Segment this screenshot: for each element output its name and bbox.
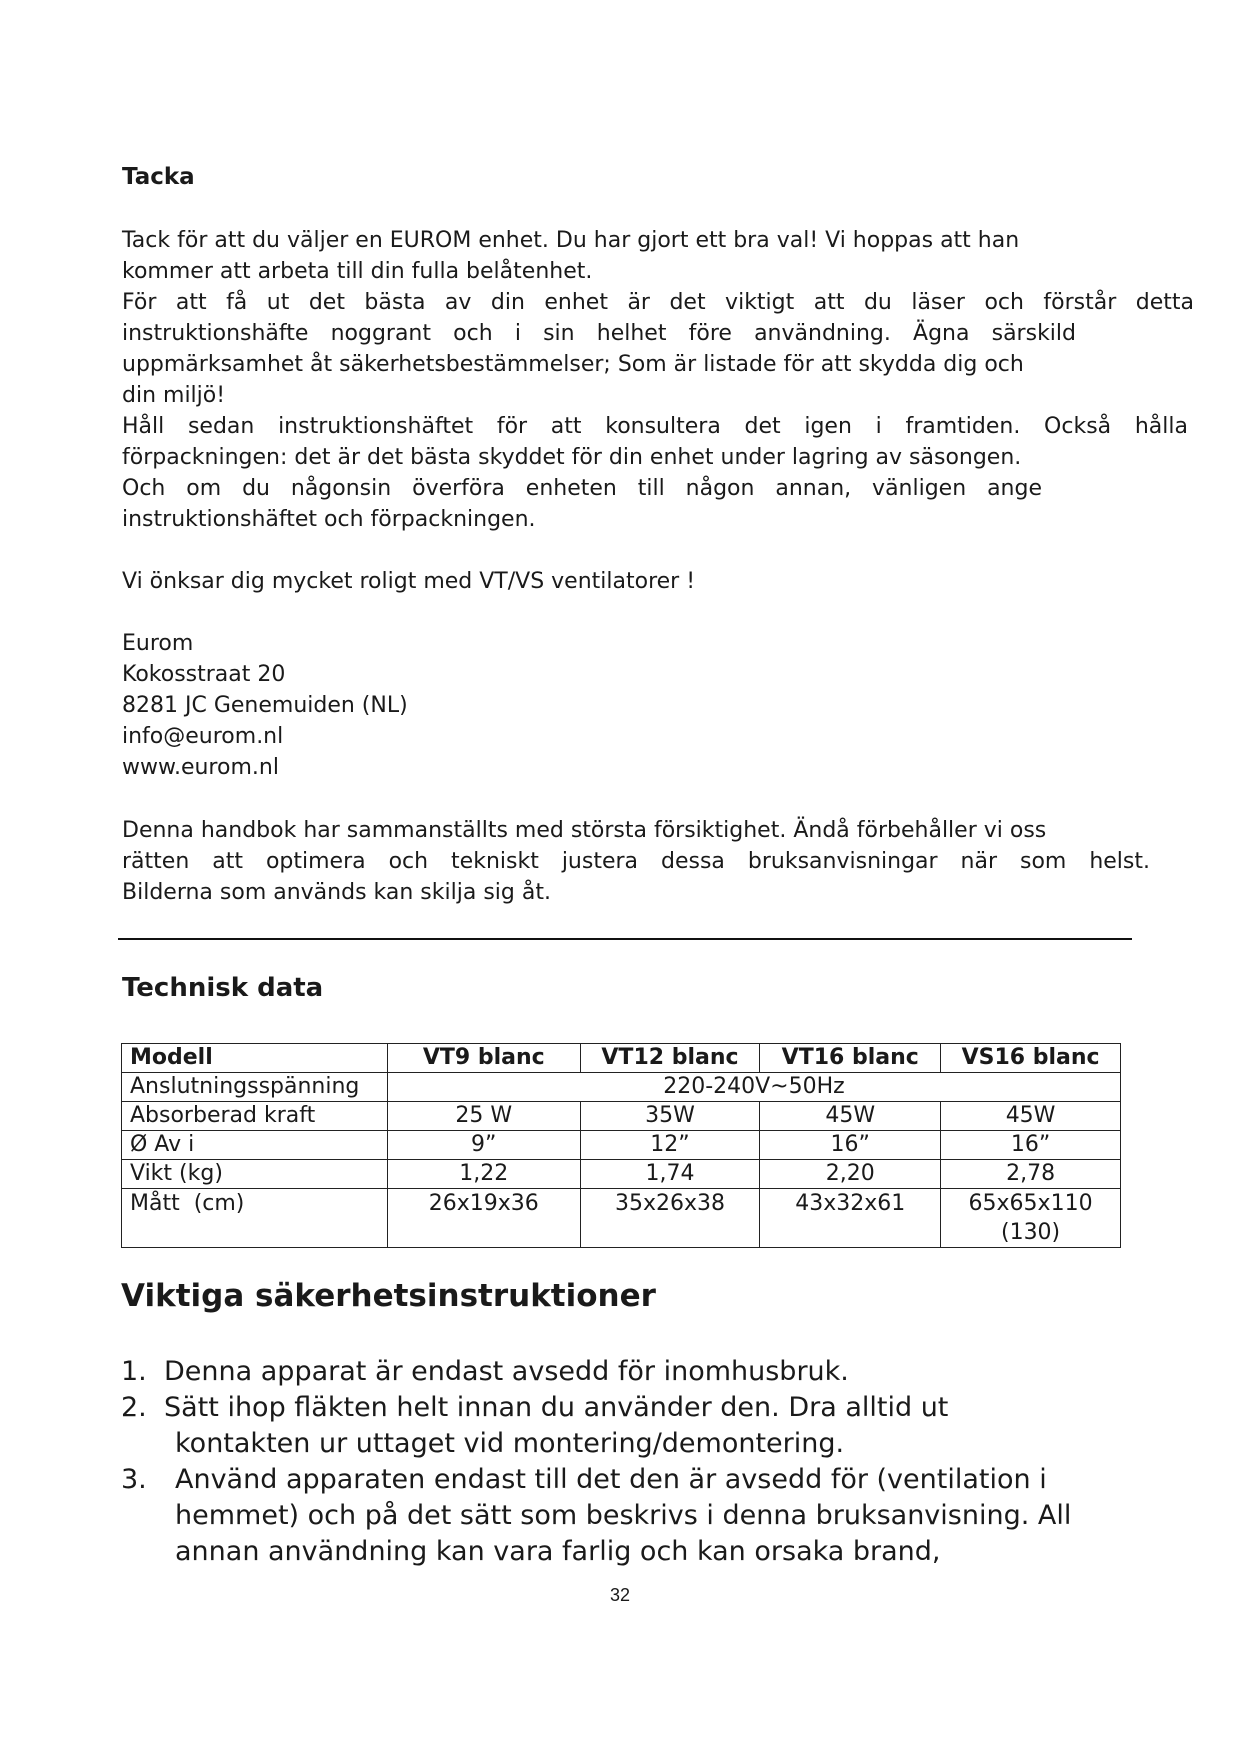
table-header-cell: Modell <box>122 1044 388 1073</box>
size-extra: (130) <box>1000 1220 1061 1245</box>
table-header-cell: VT9 blanc <box>387 1044 580 1073</box>
thanks-heading: Tacka <box>122 164 195 190</box>
table-cell: 9” <box>387 1131 580 1160</box>
address-city: 8281 JC Genemuiden (NL) <box>122 693 408 718</box>
page-number: 32 <box>609 1585 631 1605</box>
table-row <box>122 1189 1121 1248</box>
table-row <box>122 1131 1121 1160</box>
list-number: 1. <box>121 1356 147 1387</box>
thanks-p3-line3: Och om du någonsin överföra enheten till någon annan, vänligen ange <box>122 476 1042 501</box>
table-cell: 1,22 <box>387 1160 580 1189</box>
list-item-text: Använd apparaten endast till det den är avsedd för (ventilation i <box>175 1464 1047 1495</box>
address-email: info@eurom.nl <box>122 724 284 749</box>
thanks-p1-line1: Tack för att du väljer en EUROM enhet. Du har gjort ett bra val! Vi hoppas att han <box>122 228 1020 253</box>
thanks-p3-line1: Håll sedan instruktionshäftet för att konsultera det igen i framtiden. Också hålla <box>122 414 1188 439</box>
table-cell: 45W <box>941 1102 1121 1131</box>
list-item <box>121 1354 1121 1390</box>
thanks-p2-line4: din miljö! <box>122 383 226 408</box>
table-cell: 25 W <box>387 1102 580 1131</box>
address-street: Kokosstraat 20 <box>122 662 286 687</box>
table-cell: 2,20 <box>760 1160 941 1189</box>
address-company: Eurom <box>122 631 194 656</box>
table-cell: 35W <box>580 1102 760 1131</box>
table-header-cell: VS16 blanc <box>941 1044 1121 1073</box>
voltage-value: 220-240V~50Hz <box>387 1073 1120 1102</box>
row-label: Vikt (kg) <box>122 1160 388 1189</box>
list-number: 3. <box>121 1464 147 1495</box>
table-cell: 1,74 <box>580 1160 760 1189</box>
thanks-p3-line2: förpackningen: det är det bästa skyddet för din enhet under lagring av säsongen. <box>122 445 1022 470</box>
table-row <box>122 1102 1121 1131</box>
section-divider <box>118 938 1132 940</box>
list-item-text: hemmet) och på det sätt som beskrivs i denna bruksanvisning. All <box>175 1500 1072 1531</box>
list-item-text: kontakten ur uttaget vid montering/demontering. <box>175 1428 845 1459</box>
table-cell: 16” <box>941 1131 1121 1160</box>
disclaimer-line2: rätten att optimera och tekniskt justera dessa bruksanvisningar när som helst. <box>122 849 1150 874</box>
safety-list <box>121 1354 1121 1570</box>
list-item <box>121 1462 1121 1570</box>
thanks-p3-line4: instruktionshäftet och förpackningen. <box>122 507 536 532</box>
table-header-row <box>122 1044 1121 1073</box>
address-block <box>122 628 408 783</box>
table-row <box>122 1073 1121 1102</box>
thanks-body <box>122 225 1194 535</box>
list-item-text: Sätt ihop fläkten helt innan du använder den. Dra alltid ut <box>164 1392 949 1423</box>
row-label: Ø Av i <box>122 1131 388 1160</box>
row-label: Absorberad kraft <box>122 1102 388 1131</box>
list-item <box>121 1390 1121 1462</box>
disclaimer <box>122 815 1150 908</box>
table-row <box>122 1160 1121 1189</box>
table-cell: 12” <box>580 1131 760 1160</box>
thanks-p2-line2: instruktionshäfte noggrant och i sin helhet före användning. Ägna särskild <box>122 321 1076 346</box>
table-cell: 26x19x36 <box>387 1189 580 1248</box>
thanks-p2-line1: För att få ut det bästa av din enhet är det viktigt att du läser och förstår detta <box>122 290 1194 315</box>
thanks-wish: Vi önksar dig mycket roligt med VT/VS ventilatorer ! <box>122 569 696 594</box>
list-number: 2. <box>121 1392 147 1423</box>
list-item-text: Denna apparat är endast avsedd för inomhusbruk. <box>164 1356 849 1387</box>
disclaimer-line1: Denna handbok har sammanställts med största försiktighet. Ändå förbehåller vi oss <box>122 818 1047 843</box>
tech-table <box>121 1043 1121 1248</box>
table-cell: 16” <box>760 1131 941 1160</box>
tech-heading: Technisk data <box>122 973 324 1003</box>
thanks-p2-line3: uppmärksamhet åt säkerhetsbestämmelser; Som är listade för att skydda dig och <box>122 352 1024 377</box>
table-cell <box>941 1189 1121 1248</box>
table-cell: 45W <box>760 1102 941 1131</box>
list-item-text: annan användning kan vara farlig och kan orsaka brand, <box>175 1536 941 1567</box>
thanks-p1-line2: kommer att arbeta till din fulla belåtenhet. <box>122 259 593 284</box>
table-header-cell: VT12 blanc <box>580 1044 760 1073</box>
table-cell: 43x32x61 <box>760 1189 941 1248</box>
safety-heading: Viktiga säkerhetsinstruktioner <box>121 1278 656 1314</box>
row-label: Mått (cm) <box>122 1189 388 1248</box>
table-header-cell: VT16 blanc <box>760 1044 941 1073</box>
disclaimer-line3: Bilderna som används kan skilja sig åt. <box>122 880 551 905</box>
address-web: www.eurom.nl <box>122 755 279 780</box>
row-label: Anslutningsspänning <box>122 1073 388 1102</box>
table-cell: 35x26x38 <box>580 1189 760 1248</box>
table-cell: 2,78 <box>941 1160 1121 1189</box>
size-value: 65x65x110 <box>968 1191 1093 1216</box>
